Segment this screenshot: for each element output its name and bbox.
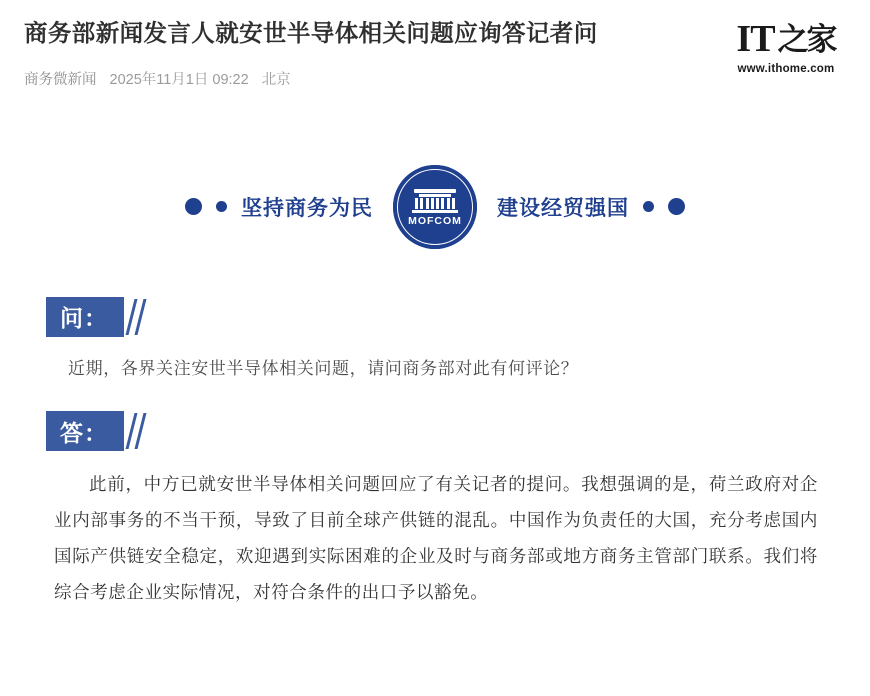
emblem-building-icon (412, 189, 458, 211)
meta-source: 商务微新闻 (24, 71, 97, 88)
answer-label-row (46, 411, 824, 451)
answer-slash-icon (124, 411, 150, 451)
logo-url: www.ithome.com (737, 63, 835, 75)
answer-text: 此前，中方已就安世半导体相关问题回应了有关记者的提问。我想强调的是，荷兰政府对企业内部事务的不当干预，导致了目前全球产供链的混乱。中国作为负责任的大国，充分考虑国内国际产供链安全稳定，欢迎遇到实际困难的企业及时与商务部或地方商务主管部门联系。我们将综合考虑企业实际情况，对符合条件的出口予以豁免。 (54, 474, 818, 602)
question-label-row (46, 297, 824, 337)
banner-slogan-left: 坚持商务为民 (241, 196, 373, 220)
article-meta (24, 68, 846, 89)
meta-location: 北京 (261, 71, 291, 88)
logo-latin-text: IT (736, 18, 775, 60)
banner-dot-icon (643, 201, 654, 212)
ithome-logo[interactable] (724, 16, 848, 75)
mofcom-emblem-icon (393, 165, 477, 249)
question-text: 近期，各界关注安世半导体相关问题，请问商务部对此有何评论？ (68, 358, 579, 378)
mofcom-banner (0, 147, 870, 267)
question-slash-icon (124, 297, 150, 337)
meta-datetime: 2025年11月1日 09:22 (109, 71, 249, 88)
article-header (0, 0, 870, 89)
banner-dot-icon (668, 198, 685, 215)
banner-dot-icon (216, 201, 227, 212)
logo-mark (724, 16, 848, 58)
emblem-label: MOFCOM (408, 214, 462, 227)
page-title: 商务部新闻发言人就安世半导体相关问题应询答记者问 (24, 20, 598, 46)
banner-slogan-right: 建设经贸强国 (497, 196, 629, 220)
answer-label: 答： (46, 411, 124, 451)
banner-dot-icon (185, 198, 202, 215)
question-label: 问： (46, 297, 124, 337)
qa-section (0, 297, 870, 611)
logo-cn-text: 之家 (777, 22, 836, 57)
